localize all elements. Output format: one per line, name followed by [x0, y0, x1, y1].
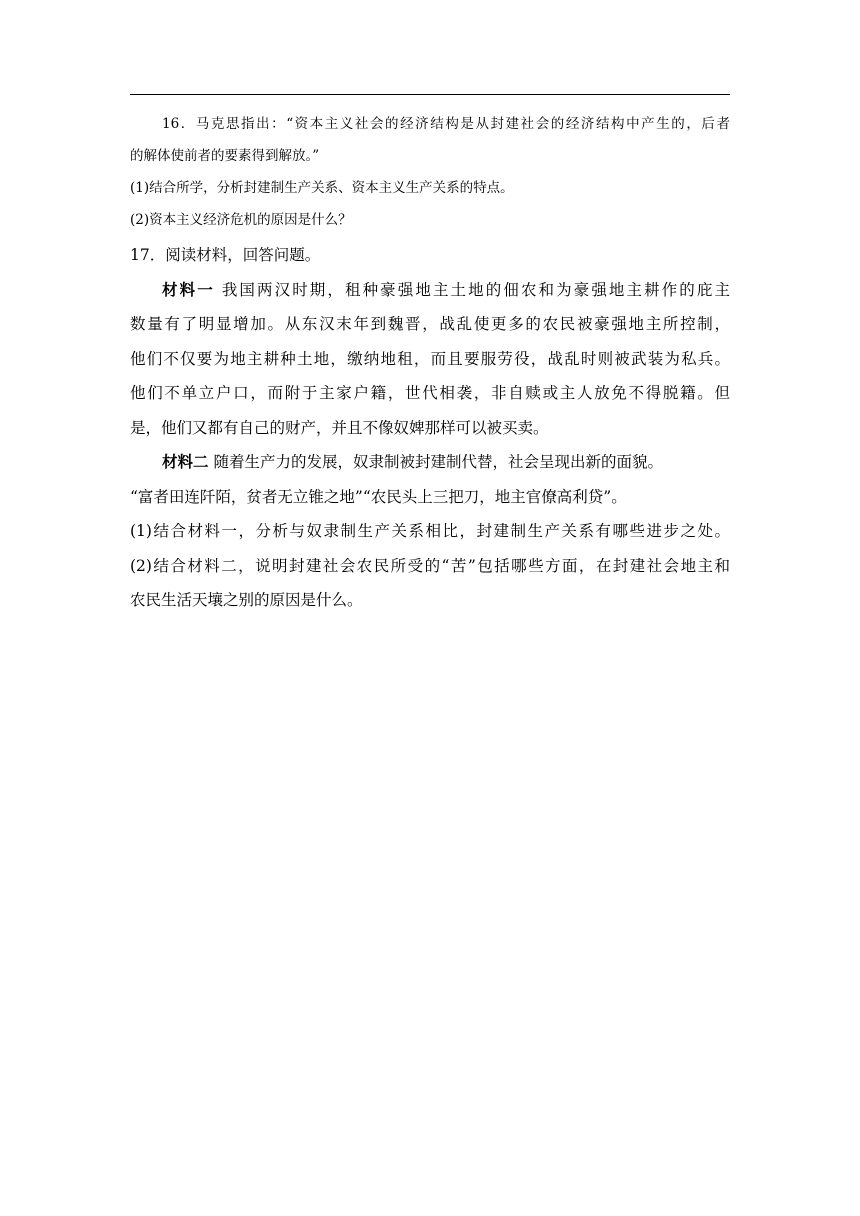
document-body [130, 108, 730, 618]
q17-subquestion-2-line-2: 农民生活天壤之别的原因是什么。 [130, 591, 363, 609]
material-1-text-1: 我国两汉时期，租种豪强地主土地的佃农和为豪强地主耕作的庇主 [221, 280, 730, 299]
q16-subquestion-2: (2)资本主义经济危机的原因是什么？ [130, 212, 352, 228]
material-1-line-5: 是，他们又都有自己的财产，并且不像奴婢那样可以被买卖。 [130, 418, 549, 437]
material-1 [130, 273, 730, 446]
material-1-line-2: 数量有了明显增加。从东汉末年到魏晋，战乱使更多的农民被豪强地主所控制， [130, 315, 730, 333]
q16-subquestion-1: (1)结合所学，分析封建制生产关系、资本主义生产关系的特点。 [130, 180, 514, 196]
material-1-label: 材料一 [162, 279, 215, 299]
material-2-text-1: 随着生产力的发展，奴隶制被封建制代替，社会呈现出新的面貌。 [213, 453, 663, 471]
material-2-label: 材料二 [162, 452, 209, 471]
q17-subquestion-2-line-1: (2)结合材料二，说明封建社会农民所受的“苦”包括哪些方面，在封建社会地主和 [130, 556, 730, 575]
q17-title: 17．阅读材料，回答问题。 [130, 246, 321, 264]
material-2-line-2: “富者田连阡陌，贫者无立锥之地”“农民头上三把刀，地主官僚高利贷”。 [130, 487, 627, 506]
material-2 [130, 445, 730, 514]
question-16 [130, 108, 730, 236]
q16-stem-line-2: 的解体使前者的要素得到解放。” [130, 148, 320, 164]
material-1-line-4: 他们不单立户口，而附于主家户籍，世代相袭，非自赎或主人放免不得脱籍。但 [130, 384, 730, 402]
header-rule [130, 94, 730, 95]
material-1-line-1 [130, 273, 730, 308]
q17-subquestion-1: (1)结合材料一，分析与奴隶制生产关系相比，封建制生产关系有哪些进步之处。 [130, 522, 730, 540]
q16-stem-line-1: 16．马克思指出：“资本主义社会的经济结构是从封建社会的经济结构中产生的，后者 [162, 116, 730, 132]
material-1-line-3: 他们不仅要为地主耕种土地，缴纳地租，而且要服劳役，战乱时则被武装为私兵。 [130, 349, 730, 368]
question-17 [130, 238, 730, 618]
material-2-line-1 [130, 445, 730, 480]
